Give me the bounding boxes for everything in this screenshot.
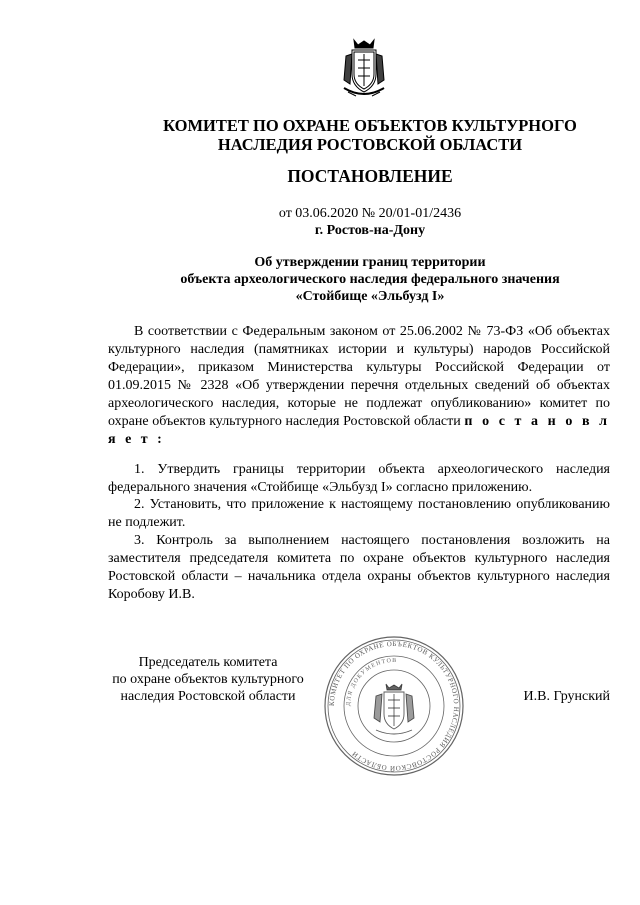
svg-text:ДЛЯ ДОКУМЕНТОВ [346, 658, 398, 706]
resolution-item-3: 3. Контроль за выполнением настоящего постановления возложить на заместителя председателя комитета по охране объектов культурного наследия Ростовской области – начальника отдела охраны объектов культурного наследия Коробову И.В. [108, 533, 610, 602]
organization-name [150, 116, 590, 154]
document-city: г. Ростов-на-Дону [314, 223, 426, 238]
signatory-position-line2: по охране объектов культурного [112, 672, 304, 687]
resolution-item-1: 1. Утвердить границы территории объекта археологического наследия федерального значения «Стойбище «Эльбузд I» согласно приложению. [108, 462, 610, 495]
seal-outer-text: КОМИТЕТ ПО ОХРАНЕ ОБЪЕКТОВ КУЛЬТУРНОГО НАСЛЕДИЯ РОСТОВСКОЙ ОБЛАСТИ [327, 639, 461, 773]
coat-of-arms-icon [340, 36, 388, 100]
preamble-text: В соответствии с Федеральным законом от 25.06.2002 № 73-ФЗ «Об объектах культурного наследия (памятниках истории и культуры) народов Российской Федерации», приказом Министерства культуры Российской Федерации от 01.09.2015 № 2328 «Об утверждении перечня отдельных сведений об объектах археологического наследия, которые не подлежат опубликованию» комитет по охране объектов культурного наследия Ростовской области [108, 324, 610, 429]
signatory-position-line1: Председатель комитета [138, 655, 278, 670]
subject-line3: «Стойбище «Эльбузд I» [295, 289, 445, 304]
document-type: ПОСТАНОВЛЕНИЕ [287, 166, 453, 186]
document-number: от 03.06.2020 № 20/01-01/2436 [278, 206, 462, 221]
signatory-position-line3: наследия Ростовской области [120, 689, 296, 704]
subject-line1: Об утверждении границ территории [254, 255, 486, 270]
official-seal [322, 634, 466, 778]
resolution-item-2: 2. Установить, что приложение к настоящему постановлению опубликованию не подлежит. [108, 497, 610, 530]
signatory-position [108, 654, 308, 705]
resolves-word: п о с т а н о в л я е т : [108, 414, 611, 447]
organization-name-line2: НАСЛЕДИЯ РОСТОВСКОЙ ОБЛАСТИ [217, 135, 523, 154]
document-subject [150, 254, 590, 305]
seal-inner-text: ДЛЯ ДОКУМЕНТОВ [345, 657, 398, 707]
signatory-name: И.В. Грунский [523, 689, 610, 704]
organization-name-line1: КОМИТЕТ ПО ОХРАНЕ ОБЪЕКТОВ КУЛЬТУРНОГО [163, 116, 577, 135]
subject-line2: объекта археологического наследия федерального значения [180, 272, 560, 287]
preamble-paragraph [108, 323, 610, 449]
seal-emblem-icon [374, 684, 414, 734]
